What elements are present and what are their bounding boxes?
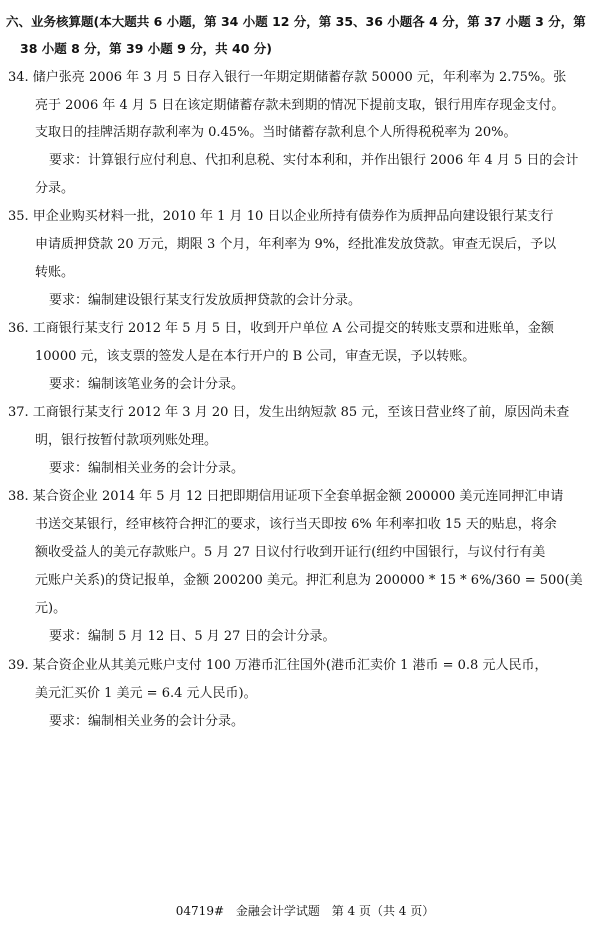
q34-requirement-1: 要求：计算银行应付利息、代扣利息税、实付本利和，并作出银行 2006 年 4 月 5 日的会计 [49, 153, 579, 168]
q39-line-1: 39. 某合资企业从其美元账户支付 100 万港币汇往国外(港币汇卖价 1 港币 = 0.8 元人民币， [8, 658, 548, 673]
q38-line-5: 元)。 [35, 601, 67, 616]
q34-requirement-2: 分录。 [35, 181, 75, 196]
section-heading: 六、业务核算题(本大题共 6 小题，第 34 小题 12 分，第 35、36 小题各 4 分，第 37 小题 3 分，第 [6, 14, 586, 29]
q34-line-2: 亮于 2006 年 4 月 5 日在该定期储蓄存款未到期的情况下提前支取，银行用库存现金支付。 [35, 98, 565, 113]
section-heading-continued: 38 小题 8 分，第 39 小题 9 分，共 40 分) [20, 41, 272, 56]
q35-line-3: 转账。 [35, 265, 75, 280]
q38-line-4: 元账户关系)的贷记报单，金额 200200 美元。押汇利息为 200000 * 15 * 6%/360 = 500(美 [35, 573, 583, 588]
q35-line-2: 申请质押贷款 20 万元，期限 3 个月，年利率为 9%，经批准发放贷款。审查无误后，予以 [35, 237, 557, 252]
q37-line-2: 明，银行按暂付款项列账处理。 [35, 433, 218, 448]
q36-line-1: 36. 工商银行某支行 2012 年 5 月 5 日，收到开户单位 A 公司提交的转账支票和进账单，金额 [8, 321, 554, 336]
q35-line-1: 35. 甲企业购买材料一批，2010 年 1 月 10 日以企业所持有债券作为质押品向建设银行某支行 [8, 209, 554, 224]
q38-requirement: 要求：编制 5 月 12 日、5 月 27 日的会计分录。 [49, 629, 336, 644]
q37-line-1: 37. 工商银行某支行 2012 年 3 月 20 日，发生出纳短款 85 元，至该日营业终了前，原因尚未查 [8, 405, 570, 420]
page-number: 第 4 页（共 4 页） [331, 904, 435, 918]
q39-line-2: 美元汇买价 1 美元 = 6.4 元人民币)。 [35, 686, 257, 701]
q35-requirement: 要求：编制建设银行某支行发放质押贷款的会计分录。 [49, 293, 362, 308]
q34-line-1: 34. 储户张亮 2006 年 3 月 5 日存入银行一年期定期储蓄存款 50000 元，年利率为 2.75%。张 [8, 70, 567, 85]
exam-title: 金融会计学试题 [235, 904, 320, 918]
exam-code: 04719# [175, 904, 225, 918]
q38-line-2: 书送交某银行，经审核符合押汇的要求，该行当天即按 6% 年利率扣收 15 天的贴息，将余 [35, 517, 557, 532]
q37-requirement: 要求：编制相关业务的会计分录。 [49, 461, 245, 476]
q38-line-3: 额收受益人的美元存款账户。5 月 27 日议付行收到开证行(纽约中国银行，与议付行有美 [35, 545, 546, 560]
page-footer [0, 902, 610, 919]
q36-requirement: 要求：编制该笔业务的会计分录。 [49, 377, 245, 392]
q36-line-2: 10000 元，该支票的签发人是在本行开户的 B 公司，审查无误，予以转账。 [35, 349, 476, 364]
q39-requirement: 要求：编制相关业务的会计分录。 [49, 714, 245, 729]
q34-line-3: 支取日的挂牌活期存款利率为 0.45%。当时储蓄存款利息个人所得税税率为 20%。 [35, 125, 517, 140]
q38-line-1: 38. 某合资企业 2014 年 5 月 12 日把即期信用证项下全套单据金额 200000 美元连同押汇申请 [8, 489, 564, 504]
